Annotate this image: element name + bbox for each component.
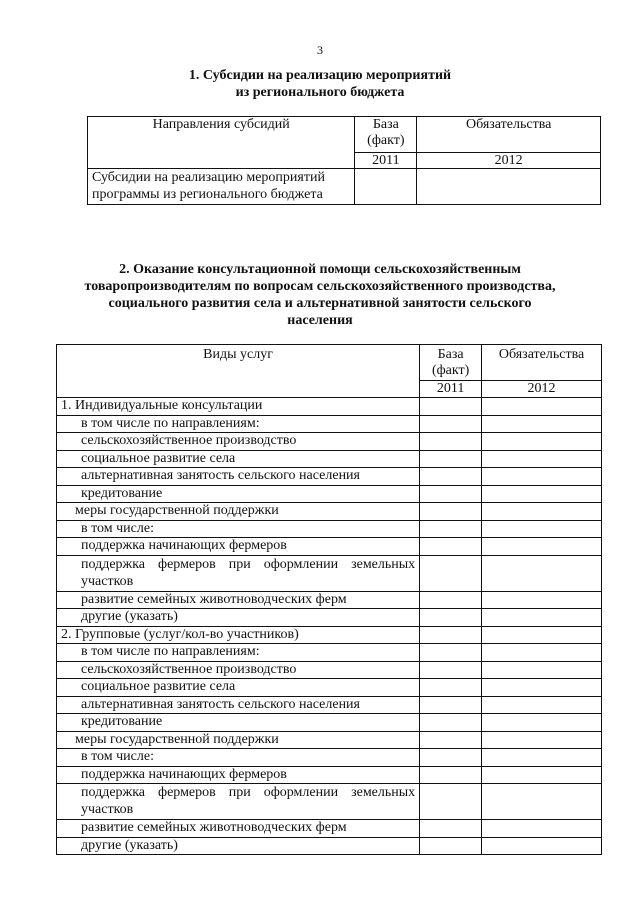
service-base-cell <box>420 714 482 732</box>
service-base-cell <box>420 433 482 451</box>
section2-title-line4: населения <box>287 313 353 328</box>
service-label: меры государственной поддержки <box>57 731 420 749</box>
header-services: Виды услуг <box>57 345 420 398</box>
table-row <box>57 468 602 486</box>
table-row <box>57 820 602 838</box>
service-obligations-cell <box>482 591 602 609</box>
service-base-cell <box>420 555 482 591</box>
header-obligations: Обязательства <box>482 345 602 381</box>
table-row <box>57 398 602 416</box>
service-obligations-cell <box>482 837 602 855</box>
service-label: кредитование <box>57 714 420 732</box>
table-row <box>57 485 602 503</box>
service-obligations-cell <box>482 450 602 468</box>
service-label: 2. Групповые (услуг/кол-во участников) <box>57 626 420 644</box>
service-obligations-cell <box>482 609 602 627</box>
table-row <box>57 555 602 591</box>
table-row <box>57 520 602 538</box>
table-row <box>57 626 602 644</box>
table-row <box>57 714 602 732</box>
table-row <box>57 644 602 662</box>
service-obligations-cell <box>482 468 602 486</box>
service-obligations-cell <box>482 626 602 644</box>
service-label: поддержка начинающих фермеров <box>57 538 420 556</box>
section2-title-line1: 2. Оказание консультационной помощи сельскохозяйственным <box>119 262 521 277</box>
table-row <box>57 591 602 609</box>
header-base-line2: (факт) <box>431 363 470 378</box>
service-base-cell <box>420 837 482 855</box>
subsidy-row-label <box>88 169 355 205</box>
service-base-cell <box>420 468 482 486</box>
service-label: кредитование <box>57 485 420 503</box>
service-label: в том числе: <box>57 749 420 767</box>
service-base-cell <box>420 450 482 468</box>
subsidies-table <box>87 116 601 205</box>
service-label: развитие семейных животноводческих ферм <box>57 591 420 609</box>
header-base-line2: (факт) <box>367 133 405 148</box>
service-obligations-cell <box>482 766 602 784</box>
service-base-cell <box>420 644 482 662</box>
service-label: развитие семейных животноводческих ферм <box>57 820 420 838</box>
service-base-cell <box>420 820 482 838</box>
table-row <box>57 609 602 627</box>
page-number: 3 <box>317 43 323 57</box>
service-obligations-cell <box>482 714 602 732</box>
table-row <box>57 731 602 749</box>
service-base-cell <box>420 520 482 538</box>
table-row <box>57 538 602 556</box>
service-label: социальное развитие села <box>57 450 420 468</box>
header-obligations: Обязательства <box>417 117 601 153</box>
service-obligations-cell <box>482 398 602 416</box>
section2-title-line2: товаропроизводителям по вопросам сельскохозяйственного производства, <box>84 279 556 294</box>
services-rows <box>57 398 602 855</box>
service-base-cell <box>420 398 482 416</box>
header-base-line1: База <box>437 347 464 362</box>
year-base: 2011 <box>420 381 482 398</box>
service-obligations-cell <box>482 679 602 697</box>
service-label: другие (указать) <box>57 609 420 627</box>
service-base-cell <box>420 415 482 433</box>
year-obligations: 2012 <box>482 381 602 398</box>
service-base-cell <box>420 503 482 521</box>
subsidy-row-base <box>355 169 417 205</box>
section2-title-line3: социального развития села и альтернативной занятости сельского <box>108 296 532 311</box>
service-label: поддержка фермеров при оформлении земельных участков <box>57 555 420 591</box>
service-obligations-cell <box>482 644 602 662</box>
subsidy-row-obligations <box>417 169 601 205</box>
service-base-cell <box>420 679 482 697</box>
table-row <box>57 503 602 521</box>
service-obligations-cell <box>482 433 602 451</box>
table-row <box>57 415 602 433</box>
service-base-cell <box>420 766 482 784</box>
service-base-cell <box>420 696 482 714</box>
service-label: альтернативная занятость сельского населения <box>57 468 420 486</box>
year-base: 2011 <box>355 153 417 169</box>
service-obligations-cell <box>482 749 602 767</box>
section2-title <box>0 261 640 329</box>
service-label: поддержка начинающих фермеров <box>57 766 420 784</box>
header-direction: Направления субсидий <box>88 117 355 169</box>
service-base-cell <box>420 538 482 556</box>
service-base-cell <box>420 485 482 503</box>
service-label: в том числе по направлениям: <box>57 644 420 662</box>
service-obligations-cell <box>482 503 602 521</box>
subsidy-row-line1: Субсидии на реализацию мероприятий <box>92 170 325 185</box>
table-row <box>57 450 602 468</box>
year-obligations: 2012 <box>417 153 601 169</box>
table-row <box>57 837 602 855</box>
service-base-cell <box>420 609 482 627</box>
service-base-cell <box>420 661 482 679</box>
service-obligations-cell <box>482 784 602 820</box>
service-label: в том числе: <box>57 520 420 538</box>
service-label: сельскохозяйственное производство <box>57 433 420 451</box>
service-obligations-cell <box>482 731 602 749</box>
service-obligations-cell <box>482 696 602 714</box>
service-label: поддержка фермеров при оформлении земельных участков <box>57 784 420 820</box>
section1-title-line1: 1. Субсидии на реализацию мероприятий <box>188 68 452 83</box>
section1-title-line2: из регионального бюджета <box>235 85 405 100</box>
service-label: социальное развитие села <box>57 679 420 697</box>
service-obligations-cell <box>482 415 602 433</box>
header-base <box>355 117 417 153</box>
service-base-cell <box>420 731 482 749</box>
service-label: сельскохозяйственное производство <box>57 661 420 679</box>
services-table <box>56 344 602 855</box>
service-obligations-cell <box>482 555 602 591</box>
service-label: в том числе по направлениям: <box>57 415 420 433</box>
service-obligations-cell <box>482 520 602 538</box>
header-base-line1: База <box>372 117 399 132</box>
service-obligations-cell <box>482 485 602 503</box>
table-row <box>57 766 602 784</box>
service-obligations-cell <box>482 538 602 556</box>
service-base-cell <box>420 784 482 820</box>
service-base-cell <box>420 749 482 767</box>
table-row <box>57 696 602 714</box>
section1-title <box>0 67 640 101</box>
table-row <box>57 749 602 767</box>
service-label: 1. Индивидуальные консультации <box>57 398 420 416</box>
header-base <box>420 345 482 381</box>
table-row <box>57 433 602 451</box>
subsidy-row-line2: программы из регионального бюджета <box>92 187 323 202</box>
service-label: меры государственной поддержки <box>57 503 420 521</box>
service-label: альтернативная занятость сельского населения <box>57 696 420 714</box>
service-obligations-cell <box>482 661 602 679</box>
service-label: другие (указать) <box>57 837 420 855</box>
table-row <box>57 679 602 697</box>
service-base-cell <box>420 591 482 609</box>
table-row <box>57 784 602 820</box>
service-base-cell <box>420 626 482 644</box>
service-obligations-cell <box>482 820 602 838</box>
table-row <box>57 661 602 679</box>
